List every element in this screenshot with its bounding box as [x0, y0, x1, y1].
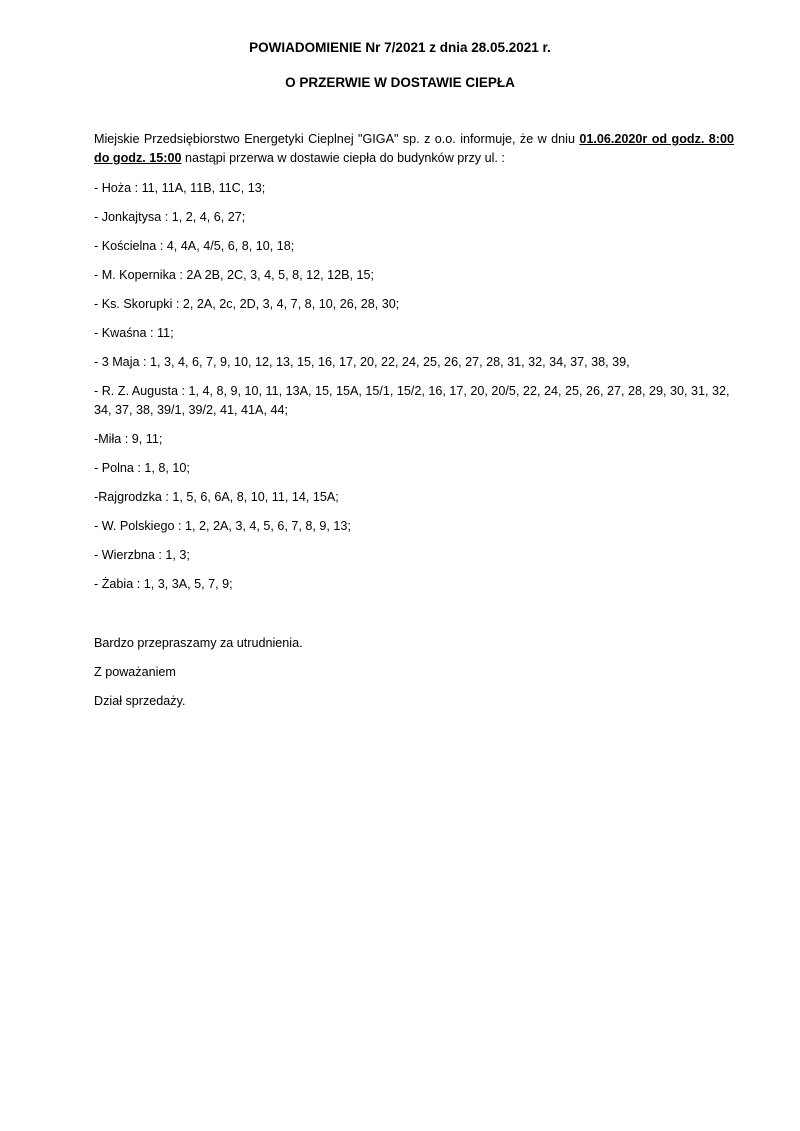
street-item-kwasna: - Kwaśna : 11;: [94, 326, 174, 340]
intro-text-start: Miejskie Przedsiębiorstwo Energetyki Cieplnej "GIGA" sp. z o.o. informuje, że w dniu: [94, 132, 580, 146]
street-item-augusta: - R. Z. Augusta : 1, 4, 8, 9, 10, 11, 13A, 15, 15A, 15/1, 15/2, 16, 17, 20, 20/5, 22, 24, 25, 26, 27, 28, 29, 30, 31, 32, 34, 37, 38, 39/1, 39/2, 41, 41A, 44;: [94, 384, 730, 417]
street-item-koscielna: - Kościelna : 4, 4A, 4/5, 6, 8, 10, 18;: [94, 239, 295, 253]
apology-text: Bardzo przepraszamy za utrudnienia.: [94, 636, 303, 650]
street-item-kopernika: - M. Kopernika : 2A 2B, 2C, 3, 4, 5, 8, 12, 12B, 15;: [94, 268, 375, 282]
street-item-polna: - Polna : 1, 8, 10;: [94, 461, 190, 475]
document-body: [94, 130, 734, 721]
closing-section: [94, 634, 734, 711]
street-item-skorupki: - Ks. Skorupki : 2, 2A, 2c, 2D, 3, 4, 7, 8, 10, 26, 28, 30;: [94, 297, 400, 311]
street-list: [94, 179, 734, 594]
street-item-3-maja: - 3 Maja : 1, 3, 4, 6, 7, 9, 10, 12, 13, 15, 16, 17, 20, 22, 24, 25, 26, 27, 28, 31, 32, 34, 37, 38, 39,: [94, 355, 630, 369]
department-signature: Dział sprzedaży.: [94, 694, 186, 708]
document-subtitle: O PRZERWIE W DOSTAWIE CIEPŁA: [285, 75, 515, 90]
regards-text: Z poważaniem: [94, 665, 176, 679]
document-title: POWIADOMIENIE Nr 7/2021 z dnia 28.05.2021 r.: [249, 40, 551, 55]
street-item-zabia: - Żabia : 1, 3, 3A, 5, 7, 9;: [94, 577, 233, 591]
street-item-wierzbna: - Wierzbna : 1, 3;: [94, 548, 190, 562]
outage-date-time: 01.06.2020r od godz. 8:00 do godz. 15:00: [94, 132, 734, 165]
street-item-jonkajtysa: - Jonkajtysa : 1, 2, 4, 6, 27;: [94, 210, 246, 224]
street-item-w-polskiego: - W. Polskiego : 1, 2, 2A, 3, 4, 5, 6, 7, 8, 9, 13;: [94, 519, 351, 533]
street-item-rajgrodzka: -Rajgrodzka : 1, 5, 6, 6A, 8, 10, 11, 14, 15A;: [94, 490, 339, 504]
intro-text-end: nastąpi przerwa w dostawie ciepła do budynków przy ul. :: [181, 151, 505, 165]
street-item-mila: -Miła : 9, 11;: [94, 432, 163, 446]
intro-paragraph: [94, 130, 734, 168]
street-item-hoza: - Hoża : 11, 11A, 11B, 11C, 13;: [94, 181, 266, 195]
